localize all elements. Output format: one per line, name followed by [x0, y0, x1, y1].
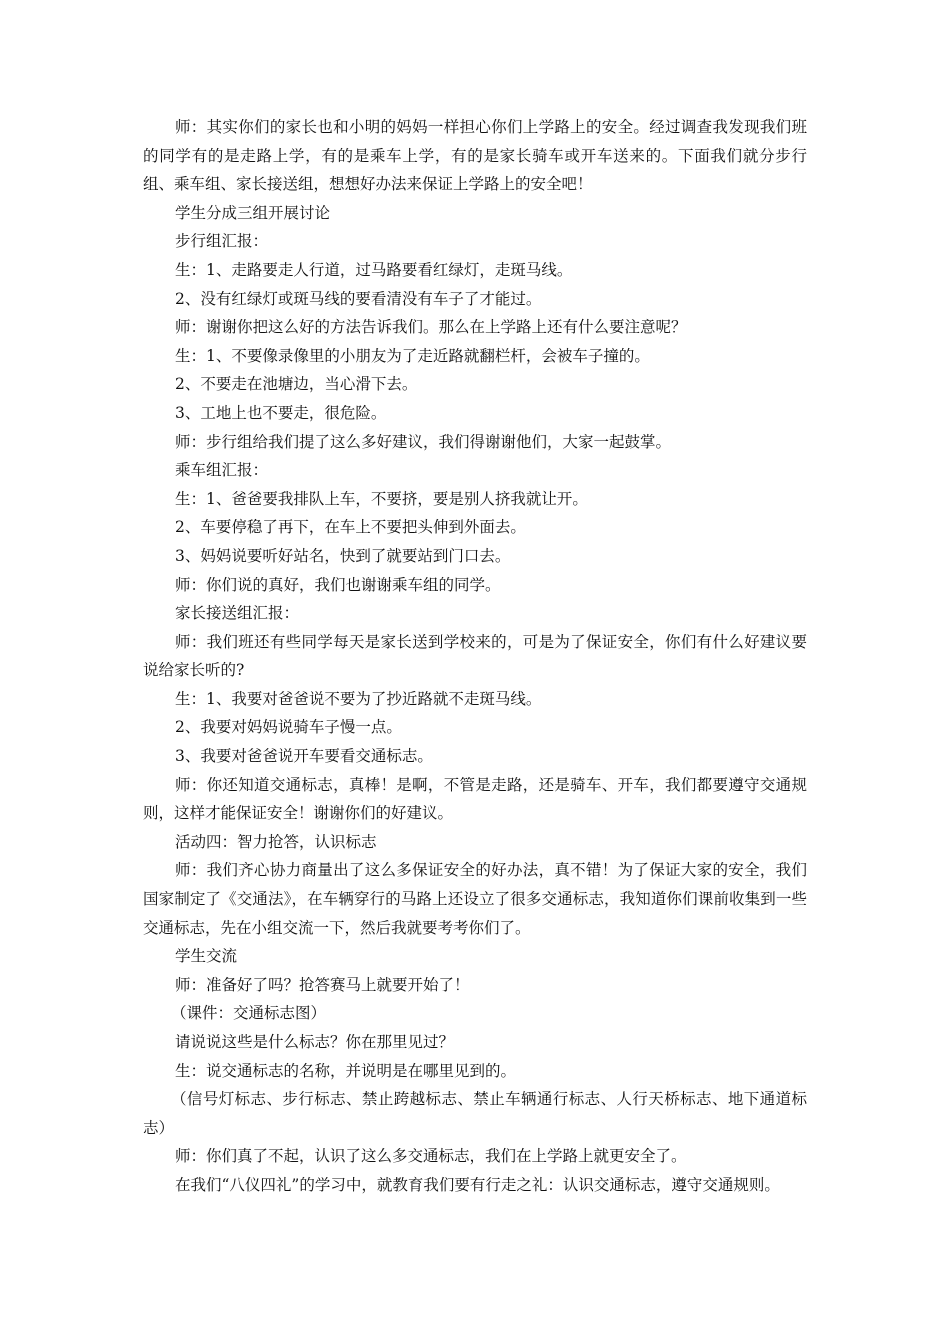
paragraph: 师：谢谢你把这么好的方法告诉我们。那么在上学路上还有什么要注意呢？	[175, 318, 687, 337]
section-heading: 家长接送组汇报：	[175, 604, 300, 623]
paragraph: 师：其实你们的家长也和小明的妈妈一样担心你们上学路上的安全。经过调查我发现我们班的同学有的是走路上学，有的是乘车上学，有的是家长骑车或开车送来的。下面我们就分步行组、乘车组、家长接送组，想想好办法来保证上学路上的安全吧！	[143, 118, 807, 194]
paragraph: 师：我们齐心协力商量出了这么多保证安全的好办法，真不错！为了保证大家的安全，我们国家制定了《交通法》，在车辆穿行的马路上还设立了很多交通标志，我知道你们课前收集到一些交通标志，先在小组交流一下，然后我就要考考你们了。	[143, 861, 807, 937]
paragraph: 3、妈妈说要听好站名，快到了就要站到门口去。	[175, 546, 511, 565]
section-heading: 步行组汇报：	[175, 232, 269, 251]
section-heading: 乘车组汇报：	[175, 461, 269, 480]
paragraph: 3、我要对爸爸说开车要看交通标志。	[175, 747, 433, 766]
paragraph: 2、没有红绿灯或斑马线的要看清没有车子了才能过。	[175, 289, 542, 308]
paragraph: 师：你还知道交通标志，真棒！是啊，不管是走路，还是骑车、开车，我们都要遵守交通规则，这样才能保证安全！谢谢你们的好建议。	[143, 775, 807, 823]
section-heading: 活动四：智力抢答，认识标志	[175, 832, 377, 851]
paragraph: 3、工地上也不要走，很危险。	[175, 403, 387, 422]
paragraph: 学生分成三组开展讨论	[175, 203, 331, 222]
paragraph: 在我们“八仪四礼”的学习中，就教育我们要有行走之礼：认识交通标志，遵守交通规则。	[175, 1175, 780, 1194]
paragraph: 师：你们说的真好，我们也谢谢乘车组的同学。	[175, 575, 501, 594]
document-body	[143, 113, 807, 1200]
paragraph: 生：说交通标志的名称，并说明是在哪里见到的。	[175, 1061, 517, 1080]
paragraph: 2、不要走在池塘边，当心滑下去。	[175, 375, 418, 394]
paragraph: 生：1、我要对爸爸说不要为了抄近路就不走斑马线。	[175, 689, 542, 708]
paragraph: 学生交流	[175, 947, 238, 966]
paragraph: 师：步行组给我们提了这么多好建议，我们得谢谢他们，大家一起鼓掌。	[175, 432, 672, 451]
paragraph: （信号灯标志、步行标志、禁止跨越标志、禁止车辆通行标志、人行天桥标志、地下通道标志）	[143, 1090, 807, 1137]
paragraph: 2、我要对妈妈说骑车子慢一点。	[175, 718, 402, 737]
paragraph: 2、车要停稳了再下，在车上不要把头伸到外面去。	[175, 518, 526, 537]
paragraph: 生：1、爸爸要我排队上车，不要挤，要是别人挤我就让开。	[175, 489, 588, 508]
paragraph: （课件：交通标志图）	[171, 1004, 327, 1023]
paragraph: 师：我们班还有些同学每天是家长送到学校来的，可是为了保证安全，你们有什么好建议要说给家长听的?	[143, 632, 807, 680]
paragraph: 生：1、走路要走人行道，过马路要看红绿灯，走斑马线。	[175, 260, 573, 279]
paragraph: 师：准备好了吗？抢答赛马上就要开始了！	[175, 975, 470, 994]
paragraph: 生：1、不要像录像里的小朋友为了走近路就翻栏杆，会被车子撞的。	[175, 346, 650, 365]
paragraph: 师：你们真了不起，认识了这么多交通标志，我们在上学路上就更安全了。	[175, 1147, 687, 1166]
paragraph: 请说说这些是什么标志？你在那里见过？	[175, 1033, 455, 1051]
